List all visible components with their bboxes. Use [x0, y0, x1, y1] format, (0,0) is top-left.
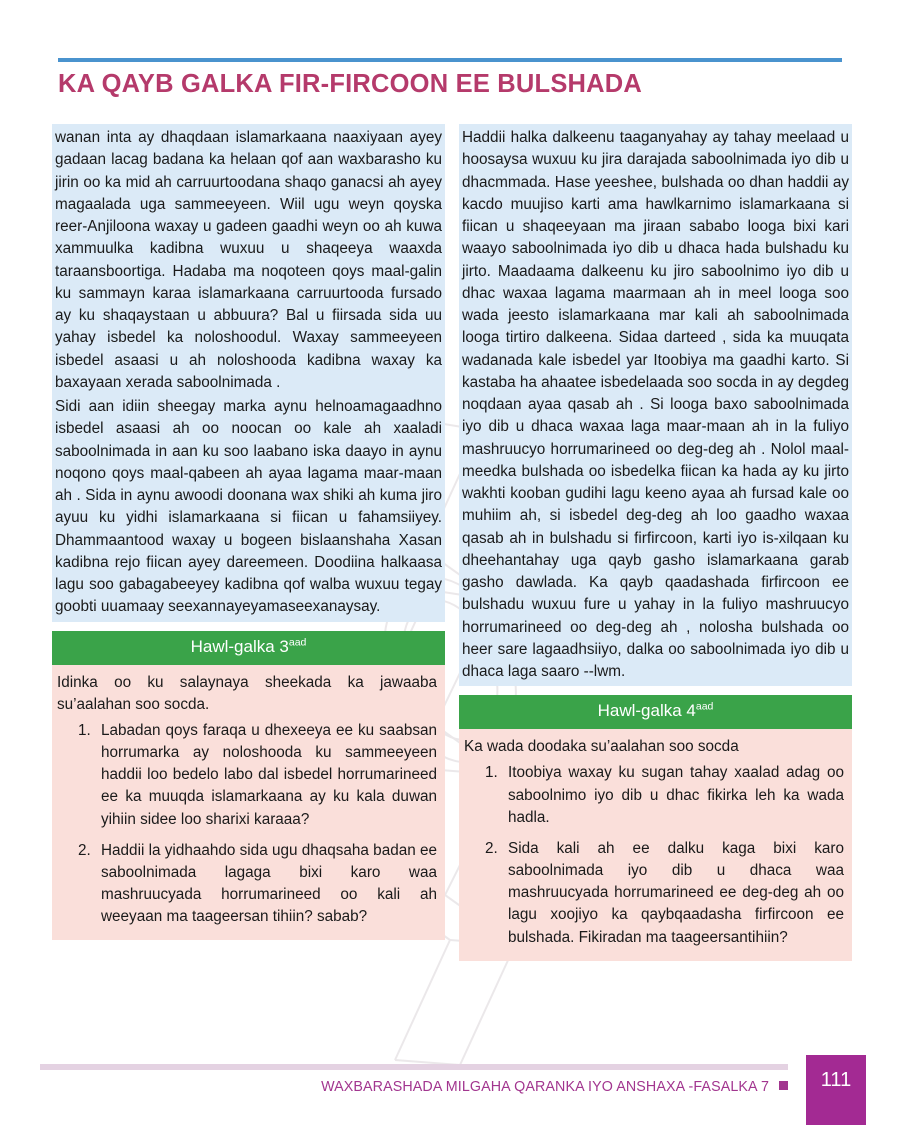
spacer — [52, 622, 445, 631]
activity-body-4 — [459, 729, 852, 961]
activity-banner-label: Hawl-galka 3 — [190, 636, 289, 656]
list-item: 2. Sida kali ah ee dalku kaga bixi karo saboolnimada iyo dib u dhaca waa mashruucyada horrumarineed ee deg-deg ah oo lagu xoojiyo ka qaybqaadasha firfircoon ee bulshada. Fikiradan ma taageersantihiin? — [502, 838, 844, 949]
content-columns — [52, 124, 852, 1034]
activity-banner-superscript: aad — [288, 635, 307, 648]
footer-square-bullet-icon — [779, 1081, 788, 1090]
right-body-text — [459, 124, 852, 686]
spacer — [459, 686, 852, 695]
page-number-box — [806, 1055, 866, 1125]
activity-body-3 — [52, 665, 445, 941]
activity-question-list — [57, 720, 437, 929]
activity-question-list — [464, 762, 844, 948]
paragraph: wanan inta ay dhaqdaan islamarkaana naaxiyaan ayey gadaan lacag badana ka helaan qof aan waxbarasho ku jirin oo ka mid ah carruurtoodana shaqo ganacsi ah ayey magaalada uga sammeeyeen. Wiil ugu weyn qoyska reer-Anjiloona waxay u gadeen gaadhi weyn oo ah kuwa xammuulka kadibna wuxuu u shaqeeya waaxda taraansboortiga. Hadaba ma noqoteen qoys maal-galin ku sammayn karaa islamarkaana carruurtooda fursado ay ku shaqaystaan u abbuura? Bal u fiirsada sida uu yahay isbedel ka noloshoodul. Waxay sammeeyeen isbedel asaasi u ah noloshooda kadibna waxay ka baxayaan xerada saboolnimada . — [55, 129, 442, 391]
left-body-text — [52, 124, 445, 622]
page-number: 111 — [820, 1069, 852, 1091]
paragraph: Haddii halka dalkeenu taaganyahay ay tahay meelaad u hoosaysa wuxuu ku jira darajada saboolnimada iyo dib u dhacmmada. Hase yeeshee, bulshada oo dhan haddii ay kacdo muujiso karti ama hawlkarnimo islamarkaana si fiican u shaqeeyaan ma jiraan sababo looga bixi kari waayo saboolnimada iyo dib u dhaca hada bulshadu ku jirto. Maadaama dalkeenu ku jiro saboolnimo iyo dib u dhac waxaa lagama maarmaan ah in meel looga soo wada jeesto islamarkaana mar kali ah saboolnimada looga tirtiro dalkeena. Sidaa darteed , sida ka muuqata wadanada kale isbedel yar Itoobiya ma gaadhi karto. Si kastaba ha ahaatee isbedelaada soo socda in ay degdeg noqdaan ayaa qasab ah . Si looga baxo saboolnimada iyo dib u dhaca waxaa laga maar-maan ah in la fuliyo mashruucyo horrumarineed oo deg-deg ah . Nolol maal-meedka bulshada oo isbedelka fiican ka hada ay ku jirto wakhti kooban gudihi lagu keeno ayaa ah fursad kale oo muhiim ah, si isbedel deg-deg ah loo gaadho waxaa qasab ah in bulshadu si firfircoon, karti iyo is-xilqaan ku dheehantahay uga qayb gasho islamarkaana garab gasho dawlada. Ka qayb qaadashada firfircoon ee bulshadu wuxuu fure u yahay in la fuliyo mashruucyo horrumarineed oo deg-deg ah , nolosha bulshada oo heer sare lagaadhsiiyo, dalka oo saboolnimada iyo dib u dhaca laga saaro --lwm. — [462, 129, 849, 680]
activity-intro: Ka wada doodaka su’aalahan soo socda — [464, 738, 739, 756]
activity-banner-label: Hawl-galka 4 — [597, 701, 696, 721]
footer-label: WAXBARASHADA MILGAHA QARANKA IYO ANSHAXA -FASALKA 7 — [321, 1079, 769, 1095]
list-item: 1. Itoobiya waxay ku sugan tahay xaalad adag oo saboolnimo iyo dib u dhac fikirka leh ka wada hadla. — [502, 762, 844, 829]
left-column — [52, 124, 445, 940]
footer-rule — [40, 1064, 788, 1070]
paragraph: Sidi aan idiin sheegay marka aynu helnoamagaadhno isbedel asaasi ah oo noocan oo kale ah xaaladi saboolnimada in aan ku soo laabano iska daayo in aynu noqono qoys maal-qabeen ah ayaa lagama maar-maan ah . Sida in aynu awoodi doonana wax shiki ah kuma jiro ayuu ku yidhi islamarkaana si fiican u fahamsiiyey. Dhammaantood waxay u bogeen bislaanshaha Xasan kadibna rejo fiican ayey dareemeen. Doodiina halkaasa lagu soo gabagabeeyey kadibna qof walba wuxuu tegay goobti uuamaay seexannayeyamaseexanaysay. — [55, 398, 442, 616]
list-item: 1. Labadan qoys faraqa u dhexeeya ee ku saabsan horrumarka ay noloshooda ku sammeeyeen haddii loo bedelo labo dal isbedel horrumarineed ee ka muuqda islamarkaana ay ku kala duwan yihiin sidee loo sharixi karaaa? — [95, 720, 437, 831]
activity-banner-4 — [459, 695, 852, 729]
page-title: KA QAYB GALKA FIR-FIRCOON EE BULSHADA — [58, 70, 642, 98]
activity-intro: Idinka oo ku salaynaya sheekada ka jawaaba su’aalahan soo socda. — [57, 673, 437, 713]
list-item: 2. Haddii la yidhaahdo sida ugu dhaqsaha badan ee saboolnimada lagaga bixi karo waa mashruucyada horrumarineed oo kali ah weeyaan ma taageersan tihiin? sabab? — [95, 840, 437, 929]
right-column — [459, 124, 852, 961]
activity-banner-3 — [52, 631, 445, 665]
footer-text — [40, 1079, 788, 1095]
header-rule — [58, 58, 842, 62]
activity-banner-superscript: aad — [695, 700, 714, 713]
